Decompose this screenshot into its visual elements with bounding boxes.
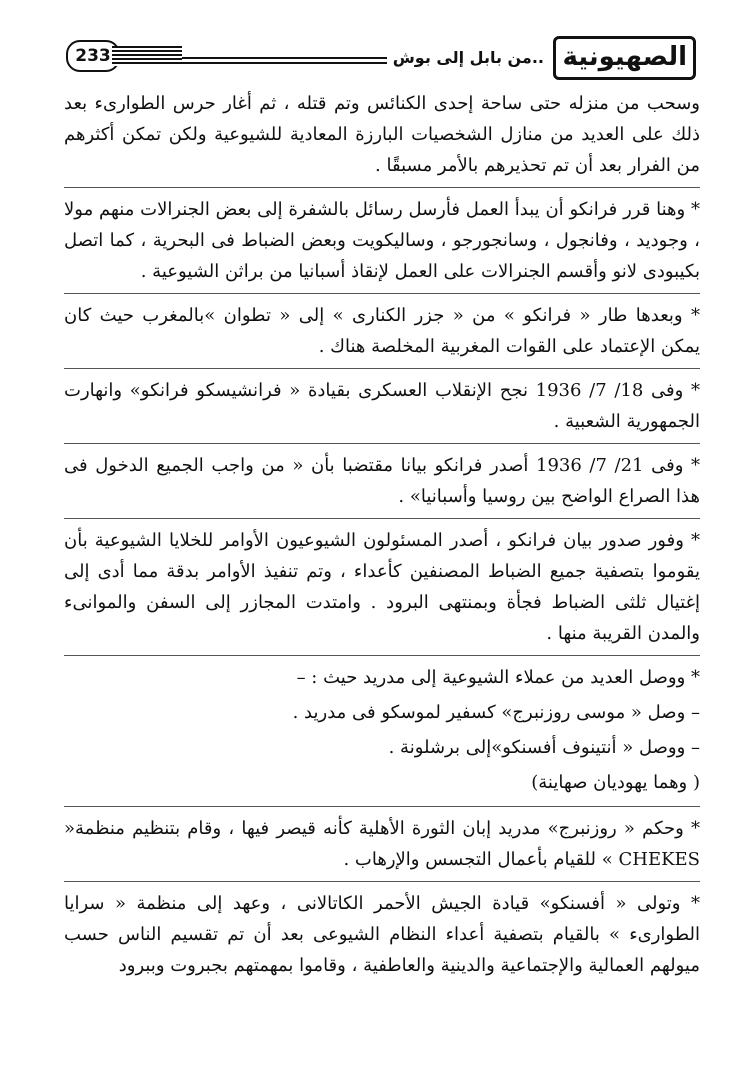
running-header <box>66 36 696 80</box>
paragraph: * وبعدها طار « فرانكو » من « جزر الكنارى » إلى « تطوان »بالمغرب حيث كان يمكن الإعتماد على القوات المغربية المخلصة هناك . <box>64 293 700 362</box>
list-item: – ووصل « أنتينوف أفسنكو»إلى برشلونة . <box>388 737 700 758</box>
page-body <box>64 88 700 987</box>
paragraph: * وتولى « أفسنكو» قيادة الجيش الأحمر الكاتالانى ، وعهد إلى منظمة « سرايا الطوارىء » بالقيام بتصفية أعداء النظام الشيوعى بعد أن تم تقسيم الناس حسب ميولهم العمالية والإجتماعية والدينية والعاطفية ، وقاموا بمهمتهم بجبروت وببرود <box>64 881 700 981</box>
page-number: 233 <box>66 40 120 72</box>
paragraph: * ووصل العديد من عملاء الشيوعية إلى مدريد حيث : – <box>64 655 700 693</box>
paragraph: * وهنا قرر فرانكو أن يبدأ العمل فأرسل رسائل بالشفرة إلى بعض الجنرالات منهم مولا ، وجوديد ، وفانجول ، وسانجورجو ، وساليكويت وبعض الضباط فى البحرية ، كما اتصل بكيبودى لانو وأقسم الجنرالات على العمل لإنقاذ أسبانيا من براثن الشيوعية . <box>64 187 700 287</box>
parenthetical-note: ( وهما يهوديان صهاينة) <box>531 772 700 793</box>
paragraph: * وفى 18/ 7/ 1936 نجح الإنقلاب العسكرى بقيادة « فرانشيسكو فرانكو» وانهارت الجمهورية الشعبية . <box>64 368 700 437</box>
flag-ornament-icon <box>112 46 182 66</box>
book-subtitle: ..من بابل إلى بوش <box>387 48 550 67</box>
paragraph: * وفور صدور بيان فرانكو ، أصدر المسئولون الشيوعيون الأوامر للخلايا الشيوعية بأن يقوموا بتصفية جميع الضباط المصنفين كأعداء ، وتم تنفيذ الأوامر بدقة مما أدى إلى إغتيال ثلثى الضباط فجأة وبمنتهى البرود . وامتدت المجازر إلى السفن والموانىء والمدن القريبة منها . <box>64 518 700 649</box>
paragraph-continuation: وسحب من منزله حتى ساحة إحدى الكنائس وتم قتله ، ثم أغار حرس الطوارىء بعد ذلك على العديد من منازل الشخصيات البارزة المعادية للشيوعية ولكن تمكن أكثرهم من الفرار بعد أن تم تحذيرهم بالأمر مسبقًا . <box>64 93 700 176</box>
paragraph: * وفى 21/ 7/ 1936 أصدر فرانكو بيانا مقتضبا بأن « من واجب الجميع الدخول فى هذا الصراع الواضح بين روسيا وأسبانيا» . <box>64 443 700 512</box>
book-title: الصهيونية <box>553 36 696 80</box>
paragraph: * وحكم « روزنبرج» مدريد إبان الثورة الأهلية كأنه قيصر فيها ، وقام بتنظيم منظمة« CHEKES » للقيام بأعمال التجسس والإرهاب . <box>64 806 700 875</box>
list-item: – وصل « موسى روزنبرج» كسفير لموسكو فى مدريد . <box>292 702 700 723</box>
